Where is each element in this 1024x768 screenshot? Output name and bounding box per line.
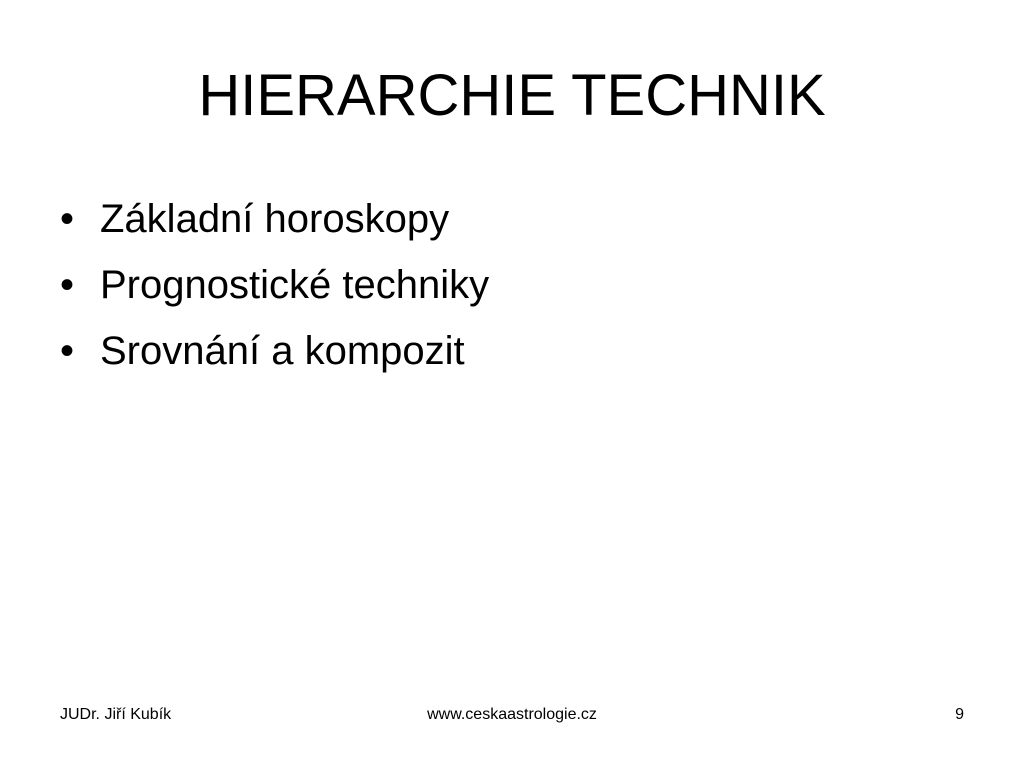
list-item-text: Srovnání a kompozit (100, 329, 465, 373)
footer-page-number: 9 (955, 706, 964, 723)
list-item-text: Prognostické techniky (100, 263, 490, 307)
slide-title: HIERARCHIE TECHNIK (198, 63, 826, 128)
bullet-list (60, 186, 489, 384)
footer-author: JUDr. Jiří Kubík (60, 706, 172, 723)
list-item (60, 318, 489, 384)
list-item (60, 186, 489, 252)
bullet-icon: • (60, 263, 75, 307)
list-item-text: Základní horoskopy (100, 197, 450, 241)
footer-website: www.ceskaastrologie.cz (427, 706, 597, 723)
list-item (60, 252, 489, 318)
bullet-icon: • (60, 197, 75, 241)
bullet-icon: • (60, 329, 75, 373)
